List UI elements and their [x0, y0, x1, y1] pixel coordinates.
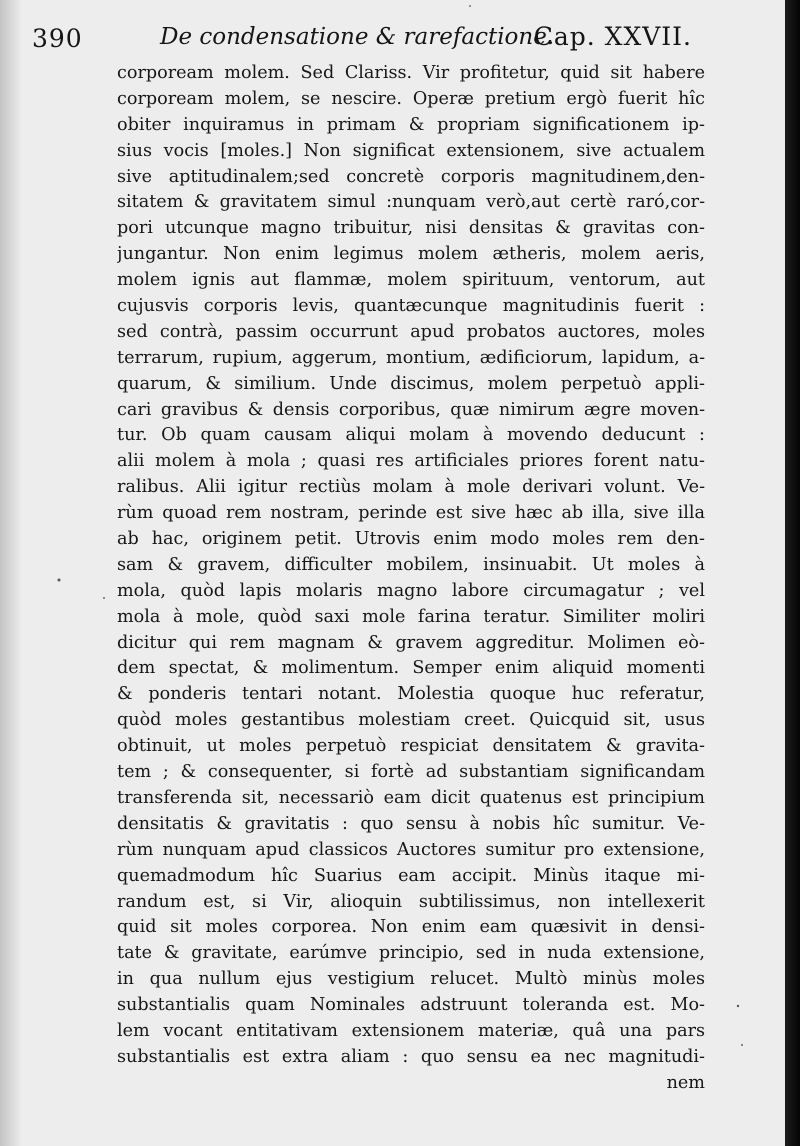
running-title: De condensatione & rarefactione. — [160, 24, 555, 50]
text-line: sam & gravem, difficulter mobilem, insinuabit. Ut moles à — [117, 554, 705, 575]
text-line: quid sit moles corporea. Non enim eam quæsivit in densi- — [117, 917, 705, 938]
text-line: quemadmodum hîc Suarius eam accipit. Minùs itaque mi- — [117, 865, 705, 886]
text-line: pori utcunque magno tribuitur, nisi densitas & gravitas con- — [117, 218, 705, 239]
text-line: sitatem & gravitatem simul :nunquam verò,aut certè raró,cor- — [117, 192, 705, 213]
text-line: tur. Ob quam causam aliqui molam à movendo deducunt : — [117, 425, 705, 446]
text-line: sed contrà, passim occurrunt apud probatos auctores, moles — [117, 321, 705, 342]
text-line: densitatis & gravitatis : quo sensu à nobis hîc sumitur. Ve- — [117, 813, 705, 834]
paper-speck — [103, 597, 105, 599]
text-line: dicitur qui rem magnam & gravem aggreditur. Molimen eò- — [117, 632, 705, 653]
text-line: tem ; & consequenter, si fortè ad substantiam significandam — [117, 762, 705, 783]
text-line: & ponderis tentari notant. Molestia quoque huc referatur, — [117, 684, 705, 705]
text-line: cujusvis corporis levis, quantæcunque magnitudinis fuerit : — [117, 296, 705, 317]
text-line: sius vocis [moles.] Non significat extensionem, sive actualem — [117, 140, 705, 161]
page-number: 390 — [32, 24, 83, 53]
text-line: dem spectat, & molimentum. Semper enim aliquid momenti — [117, 658, 705, 679]
text-line: sive aptitudinalem;sed concretè corporis magnitudinem,den- — [117, 166, 705, 187]
paper-speck — [58, 579, 61, 582]
text-line: jungantur. Non enim legimus molem ætheris, molem aeris, — [117, 244, 705, 265]
text-line: quòd moles gestantibus molestiam creet. Quicquid sit, usus — [117, 710, 705, 731]
text-line: nem — [666, 1072, 705, 1093]
text-line: corpoream molem. Sed Clariss. Vir profitetur, quid sit habere — [117, 63, 705, 83]
text-line: lem vocant entitativam extensionem materiæ, quâ una pars — [117, 1020, 705, 1041]
text-line: obtinuit, ut moles perpetuò respiciat densitatem & gravita- — [117, 736, 705, 757]
body-text — [117, 61, 705, 1097]
text-line: transferenda sit, necessariò eam dicit quatenus est principium — [117, 787, 705, 808]
gutter-shadow — [0, 0, 22, 1146]
text-line: ab hac, originem petit. Utrovis enim modo moles rem den- — [117, 529, 705, 550]
paper-speck — [741, 1044, 743, 1046]
page-header — [32, 18, 692, 58]
text-line: tate & gravitate, earúmve principio, sed in nuda extensione, — [117, 943, 705, 964]
text-line: terrarum, rupium, aggerum, montium, ædificiorum, lapidum, a- — [117, 347, 705, 368]
paper-speck — [737, 1005, 739, 1007]
chapter-heading: Cap. XXVII. — [533, 22, 692, 51]
text-line: mola, quòd lapis molaris magno labore circumagatur ; vel — [117, 580, 705, 601]
text-line: rùm quoad rem nostram, perinde est sive hæc ab illa, sive illa — [117, 503, 705, 524]
text-line: cari gravibus & densis corporibus, quæ nimirum ægre moven- — [117, 399, 705, 420]
text-line: mola à mole, quòd saxi mole farina teratur. Similiter moliri — [117, 606, 705, 627]
text-line: corpoream molem, se nescire. Operæ pretium ergò fuerit hîc — [117, 88, 705, 109]
text-line: alii molem à mola ; quasi res artificiales priores forent natu- — [117, 451, 705, 472]
text-line: in qua nullum ejus vestigium relucet. Multò minùs moles — [117, 969, 705, 990]
text-line: obiter inquiramus in primam & propriam significationem ip- — [117, 114, 705, 135]
text-line: ralibus. Alii igitur rectiùs molam à mole derivari volunt. Ve- — [117, 477, 705, 498]
text-line: substantialis est extra aliam : quo sensu ea nec magnitudi- — [117, 1046, 705, 1067]
text-line: rùm nunquam apud classicos Auctores sumitur pro extensione, — [117, 839, 705, 860]
text-line: quarum, & similium. Unde discimus, molem perpetuò appli- — [117, 373, 705, 394]
paper-speck — [469, 5, 471, 7]
text-line: randum est, si Vir, alioquin subtilissimus, non intellexerit — [117, 891, 705, 912]
page-edge — [785, 0, 800, 1146]
text-line: substantialis quam Nominales adstruunt toleranda est. Mo- — [117, 995, 705, 1016]
text-line: molem ignis aut flammæ, molem spirituum, ventorum, aut — [117, 270, 705, 291]
